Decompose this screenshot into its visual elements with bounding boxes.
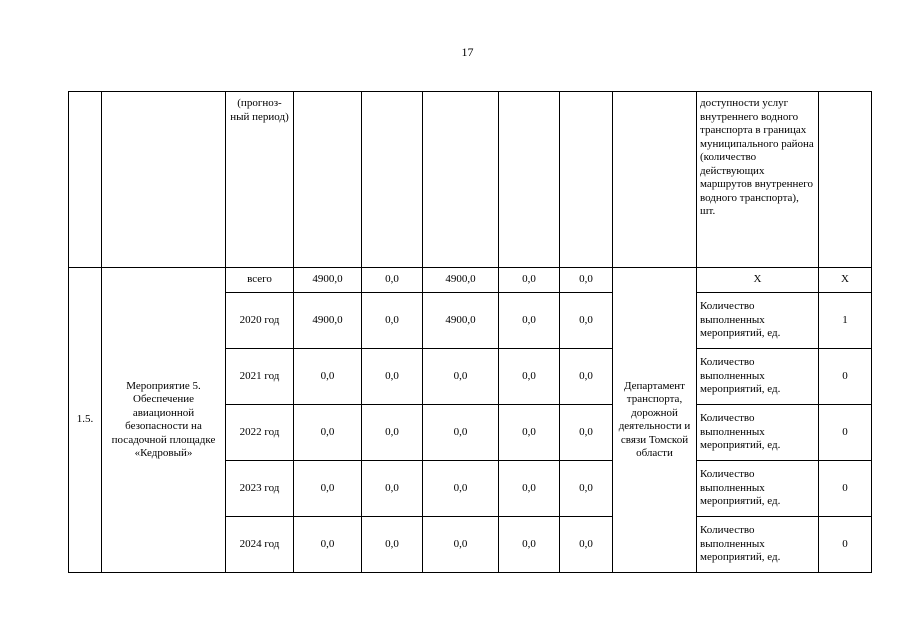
indicator-cell: Количество выполненных мероприятий, ед. [697,349,819,405]
page-number: 17 [461,45,474,59]
executor-cell [613,92,697,268]
total-funding-cell: 4900,0 [294,293,362,349]
indicator-value-cell: 1 [819,293,872,349]
funding-cell: 0,0 [423,517,499,573]
indicator-cell: Количество выполненных мероприятий, ед. [697,461,819,517]
funding-cell: 0,0 [499,405,560,461]
period-cell: 2021 год [226,349,294,405]
period-cell: 2024 год [226,517,294,573]
indicator-value-cell [819,92,872,268]
funding-cell: 0,0 [499,461,560,517]
funding-cell: 0,0 [560,405,613,461]
total-funding-cell: 0,0 [294,461,362,517]
indicator-cell: Х [697,268,819,293]
number-cell [69,92,102,268]
period-cell: всего [226,268,294,293]
total-funding-cell: 4900,0 [294,268,362,293]
total-funding-cell: 0,0 [294,517,362,573]
funding-cell: 0,0 [423,349,499,405]
funding-cell: 0,0 [560,349,613,405]
indicator-value-cell: Х [819,268,872,293]
value-cell [560,92,613,268]
indicator-value-cell: 0 [819,461,872,517]
funding-cell: 0,0 [499,517,560,573]
funding-cell: 0,0 [560,293,613,349]
continuation-row [69,92,872,268]
total-funding-cell: 0,0 [294,349,362,405]
funding-cell: 0,0 [560,268,613,293]
funding-cell: 0,0 [362,405,423,461]
funding-cell: 0,0 [499,268,560,293]
funding-cell: 0,0 [362,461,423,517]
funding-cell: 0,0 [560,461,613,517]
item-number: 1.5. [69,268,102,573]
funding-cell: 4900,0 [423,268,499,293]
funding-cell: 0,0 [423,461,499,517]
executor: Департамент транспорта, дорожной деятельности и связи Томской области [613,268,697,573]
item-name: Мероприятие 5. Обеспечение авиационной безопасности на посадочной площадке «Кедровый» [102,268,226,573]
value-cell [499,92,560,268]
period-note-cell: (прогноз-ный период) [226,92,294,268]
indicator-cell: Количество выполненных мероприятий, ед. [697,517,819,573]
funding-cell: 0,0 [362,517,423,573]
funding-cell: 0,0 [362,268,423,293]
value-cell [294,92,362,268]
period-cell: 2020 год [226,293,294,349]
indicator-value-cell: 0 [819,405,872,461]
name-cell [102,92,226,268]
value-cell [423,92,499,268]
indicator-cell: Количество выполненных мероприятий, ед. [697,293,819,349]
indicator-cell: доступности услуг внутреннего водного транспорта в границах муниципального района (количество действующих маршрутов внутреннего водного транспорта), шт. [697,92,819,268]
period-cell: 2023 год [226,461,294,517]
funding-cell: 0,0 [362,293,423,349]
value-cell [362,92,423,268]
indicator-value-cell: 0 [819,349,872,405]
period-cell: 2022 год [226,405,294,461]
funding-cell: 0,0 [362,349,423,405]
funding-cell: 0,0 [560,517,613,573]
table-row [69,268,872,293]
funding-cell: 4900,0 [423,293,499,349]
funding-cell: 0,0 [423,405,499,461]
funding-cell: 0,0 [499,293,560,349]
funding-cell: 0,0 [499,349,560,405]
indicator-value-cell: 0 [819,517,872,573]
total-funding-cell: 0,0 [294,405,362,461]
indicator-cell: Количество выполненных мероприятий, ед. [697,405,819,461]
program-table [68,91,872,573]
